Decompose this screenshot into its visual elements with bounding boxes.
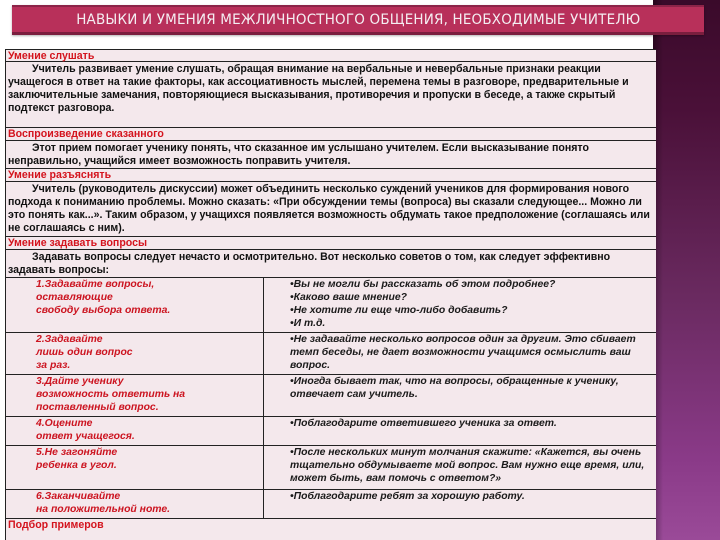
slide-title: НАВЫКИ И УМЕНИЯ МЕЖЛИЧНОСТНОГО ОБЩЕНИЯ, НЕОБХОДИМЫЕ УЧИТЕЛЮ xyxy=(75,11,641,28)
example-item: • Вы не могли бы рассказать об этом подробнее? xyxy=(290,278,652,291)
example-item: • Каково ваше мнение? xyxy=(290,291,652,304)
tip-row-3 xyxy=(6,375,656,417)
example-item: • Поблагодарите ребят за хорошую работу. xyxy=(290,490,652,503)
content-table xyxy=(5,49,656,540)
example-item: • Иногда бывает так, что на вопросы, обращенные к ученику, отвечает сам учитель. xyxy=(290,375,652,401)
section-heading-reproduction: Воспроизведение сказанного xyxy=(6,128,656,141)
decorative-side-bar xyxy=(653,0,720,540)
example-item: • Не задавайте несколько вопросов один за другим. Это сбивает темп беседы, не дает возможности учащимся осмыслить ваш вопрос. xyxy=(290,333,652,372)
title-banner xyxy=(12,5,704,35)
tip-examples-1 xyxy=(264,278,656,332)
tip-row-1 xyxy=(6,278,656,333)
tip-rule-5: 5.Не загоняйте ребенка в угол. xyxy=(6,446,264,489)
section-body-clarifying: Учитель (руководитель дискуссии) может объединить несколько суждений учеников для формирования нового подхода к пониманию проблемы. Можно сказать: «При обсуждении темы (вопроса) вы сказали следующее... Можно ли это понять как...». Таким образом, у учащихся появляется возможность обдумать такое предположение (соглашаясь или не соглашаясь с ним). xyxy=(6,182,656,237)
tip-row-6 xyxy=(6,490,656,519)
tip-examples-2 xyxy=(264,333,656,374)
tip-rule-2: 2.Задавайте лишь один вопрос за раз. xyxy=(6,333,264,374)
section-heading-examples: Подбор примеров xyxy=(8,519,104,531)
tip-rule-4: 4.Оцените ответ учащегося. xyxy=(6,417,264,445)
section-heading-listening: Умение слушать xyxy=(6,49,656,62)
example-item: • Не хотите ли еще что-либо добавить? xyxy=(290,304,652,317)
section-body-listening: Учитель развивает умение слушать, обращая внимание на вербальные и невербальные признаки реакции учащегося в ответ на такие факторы, как ассоциативность мыслей, перемена темы в разговоре, предварительные и заключительные замечания, повторяющиеся высказывания, противоречия и пропуски в беседе, а также скрытый подтекст разговора. xyxy=(6,62,656,128)
tip-examples-5 xyxy=(264,446,656,489)
section-heading-questions: Умение задавать вопросы xyxy=(6,237,656,250)
section-heading-clarifying: Умение разъяснять xyxy=(6,169,656,182)
tip-examples-3 xyxy=(264,375,656,416)
tip-row-5 xyxy=(6,446,656,490)
example-item: • После нескольких минут молчания скажите: «Кажется, вы очень тщательно обдумываете мой вопрос. Вам нужно еще время, или, может быть, вам помочь с ответом?» xyxy=(290,446,652,485)
tip-row-4 xyxy=(6,417,656,446)
section-body-questions: Задавать вопросы следует нечасто и осмотрительно. Вот несколько советов о том, как следует эффективно задавать вопросы: xyxy=(6,250,656,278)
example-item: • Поблагодарите ответившего ученика за ответ. xyxy=(290,417,652,430)
tip-rule-1: 1.Задавайте вопросы, оставляющие свободу выбора ответа. xyxy=(6,278,264,332)
tip-rule-3: 3.Дайте ученику возможность ответить на поставленный вопрос. xyxy=(6,375,264,416)
example-item: • И т.д. xyxy=(290,317,652,330)
section-body-reproduction: Этот прием помогает ученику понять, что сказанное им услышано учителем. Если высказывание понято неправильно, учащийся имеет возможность поправить учителя. xyxy=(6,141,656,169)
tip-row-2 xyxy=(6,333,656,375)
tip-examples-4 xyxy=(264,417,656,445)
tip-rule-6: 6.Заканчивайте на положительной ноте. xyxy=(6,490,264,518)
tip-examples-6 xyxy=(264,490,656,518)
